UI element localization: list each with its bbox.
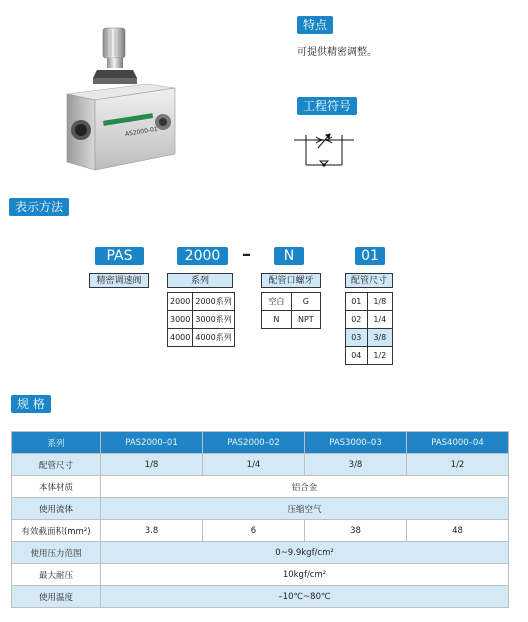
thread-row: 空白 G (262, 293, 321, 311)
series-label: 系列 (167, 273, 233, 288)
spec-row-proof-pressure: 最大耐压 10kgf/cm² (12, 564, 509, 586)
port-table (345, 292, 393, 365)
series-table (167, 292, 235, 347)
spec-title: 规 格 (11, 395, 51, 413)
flow-control-symbol-icon (292, 131, 358, 169)
prefix-code: PAS (95, 247, 144, 265)
spec-row-effective-area: 有效截面积(mm²) 3.8 6 38 48 (12, 520, 509, 542)
thread-code: N (274, 247, 304, 265)
spec-row-pressure-range: 使用压力范围 0~9.9kgf/cm² (12, 542, 509, 564)
product-image (55, 22, 195, 192)
series-code: 2000 (177, 247, 228, 265)
svg-text:AS2000-01: AS2000-01 (124, 125, 159, 138)
prefix-label: 精密调速阀 (89, 273, 149, 288)
thread-row: N NPT (262, 311, 321, 329)
port-row: 01 1/8 (346, 293, 393, 311)
port-row: 04 1/2 (346, 347, 393, 365)
port-row: 03 3/8 (346, 329, 393, 347)
series-row: 3000 3000系列 (168, 311, 235, 329)
spec-row-temperature: 使用温度 –10℃~80℃ (12, 586, 509, 608)
thread-table (261, 292, 321, 329)
series-row: 4000 4000系列 (168, 329, 235, 347)
symbol-title: 工程符号 (297, 97, 357, 115)
dash-separator: – (242, 244, 251, 265)
port-code: 01 (355, 247, 385, 265)
spec-table (11, 431, 509, 608)
notation-title: 表示方法 (9, 198, 69, 216)
spec-row-fluid: 使用流体 压缩空气 (12, 498, 509, 520)
series-row: 2000 2000系列 (168, 293, 235, 311)
spec-header-row: 系列 PAS2000–01 PAS2000–02 PAS3000–03 PAS4000–04 (12, 432, 509, 454)
features-title: 特点 (297, 16, 333, 34)
port-row: 02 1/4 (346, 311, 393, 329)
port-label: 配管尺寸 (345, 273, 393, 288)
thread-label: 配管口螺牙 (261, 273, 321, 288)
spec-row-body-material: 本体材质 铝合金 (12, 476, 509, 498)
spec-row-port-size: 配管尺寸 1/8 1/4 3/8 1/2 (12, 454, 509, 476)
features-text: 可提供精密调整。 (297, 47, 377, 58)
